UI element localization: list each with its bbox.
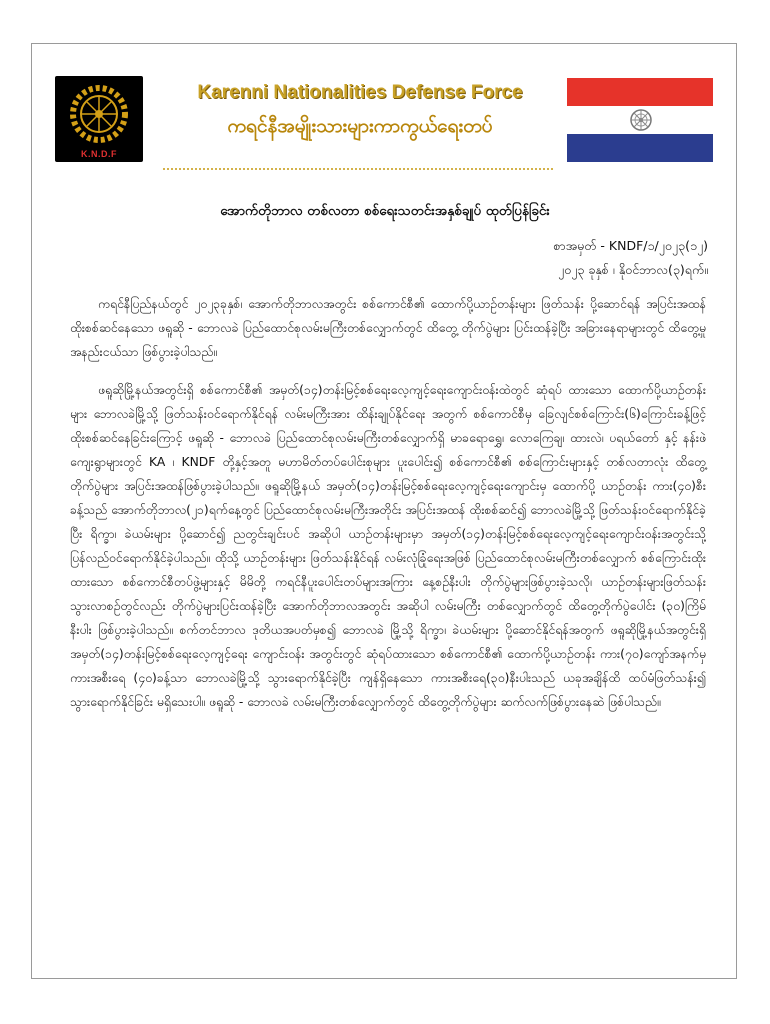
flag-red-stripe (567, 78, 713, 106)
document-body (70, 292, 706, 728)
header-divider (163, 168, 553, 170)
org-name-english: Karenni Nationalities Defense Force (197, 82, 523, 103)
flag-blue-stripe (567, 134, 713, 162)
kndf-logo (55, 76, 143, 162)
paragraph: ကရင်နီပြည်နယ်တွင် ၂၀၂၃ခုနှစ်၊ အောက်တိုဘာလအတွင်း စစ်ကောင်စီ၏ ထောက်ပို့ယာဉ်တန်းများ ဖြတ်သန်း ပို့ဆောင်ရန် အပြင်းအထန်ထိုးစစ်ဆင်နေသော ဖရူဆို - ဘောလခဲ ပြည်ထောင်စုလမ်းမကြီးတစ်လျှောက်တွင် ထိတွေ့ တိုက်ပွဲများ ပြင်းထန်ခဲ့ပြီး အခြားနေရာများတွင် ထိတွေ့မှုအနည်းငယ်သာ ဖြစ်ပွားခဲ့ပါသည်။ (70, 297, 706, 359)
flag-emblem-icon (627, 106, 655, 134)
org-name-burmese: ကရင်နီအမျိုးသားများကာကွယ်ရေးတပ် (227, 115, 493, 137)
document-title: အောက်တိုဘာလ တစ်လတာ စစ်ရေးသတင်းအနှစ်ချုပ် ထုတ်ပြန်ခြင်း (220, 203, 550, 219)
reference-number: စာအမှတ် - KNDF/၁/၂၀၂၃(၁၂) (553, 238, 708, 253)
logo-text: K.N.D.F (81, 149, 117, 159)
document-date: ၂၀၂၃ ခုနှစ် ၊ နိုဝင်ဘာလ(၃)ရက်။ (557, 262, 708, 277)
paragraph: ဖရူဆိုမြို့နယ်အတွင်းရှိ စစ်ကောင်စီ၏ အမှတ်(၁၄)တန်းမြင့်စစ်ရေးလေ့ကျင့်ရေးကျောင်းဝန်းထဲတွင် ဆုံရပ် ထားသော ထောက်ပို့ယာဉ်တန်းများ ဘောလခဲမြို့သို့ ဖြတ်သန်းဝင်ရောက်နိုင်ရန် လမ်းမကြီးအား ထိန်းချုပ်နိုင်ရေး အတွက် စစ်ကောင်စီမှ ခြေလျင်စစ်ကြောင်း(၆)ကြောင်းခန့်ဖြင့် ထိုးစစ်ဆင်နေခြင်းကြောင့် ဖရူဆို - ဘောလခဲ ပြည်ထောင်စုလမ်းမကြီးတစ်လျှောက်ရှိ မာခရောရွှေ၊ လောကြေချ၊ ထားလဲ၊ ပရယ်တော် နှင့် နန်းဖဲကျေးရွာများတွင် KA ၊ KNDF တို့နှင့်အတူ မဟာမိတ်တပ်ပေါင်းစုများ ပူးပေါင်း၍ စစ်ကောင်စီ၏ စစ်ကြောင်းများနှင့် တစ်လတာလုံး ထိတွေ့ တိုက်ပွဲများ အပြင်းအထန်ဖြစ်ပွားခဲ့ပါသည်။ ဖရူဆိုမြို့နယ် အမှတ်(၁၄)တန်းမြင့်စစ်ရေးလေ့ကျင့်ရေးကျောင်းမှ ထောက်ပို့ ယာဉ်တန်း ကား(၄၀)စီးခန့်သည် အောက်တိုဘာလ(၂၁)ရက်နေ့တွင် ပြည်ထောင်စုလမ်းမကြီးအတိုင်း အပြင်းအထန် ထိုးစစ်ဆင်၍ ဘောလခဲမြို့သို့ ဖြတ်သန်းဝင်ရောက်နိုင်ခဲ့ပြီး ရိက္ခာ၊ ခဲယမ်းများ ပို့ဆောင်၍ ညတွင်းချင်းပင် အဆိုပါ ယာဉ်တန်းများမှာ အမှတ်(၁၄)တန်းမြင့်စစ်ရေးလေ့ကျင့်ရေးကျောင်းဝန်းအတွင်းသို့ ပြန်လည်ဝင်ရောက်နိုင်ခဲ့ပါသည်။ ထိုသို့ ယာဉ်တန်းများ ဖြတ်သန်းနိုင်ရန် လမ်းလုံခြုံရေးအဖြစ် ပြည်ထောင်စုလမ်းမကြီးတစ်လျှောက် စစ်ကြောင်းထိုး ထားသော စစ်ကောင်စီတပ်ဖွဲ့များနှင့် မိမိတို့ ကရင်နီပူးပေါင်းတပ်များအကြား နေ့စဉ်နီးပါး တိုက်ပွဲများဖြစ်ပွားခဲ့သလို၊ ယာဉ်တန်းများဖြတ်သန်းသွားလာစဉ်တွင်လည်း တိုက်ပွဲများပြင်းထန်ခဲ့ပြီး အောက်တိုဘာလအတွင်း အဆိုပါ လမ်းမကြီး တစ်လျှောက်တွင် ထိတွေ့တိုက်ပွဲပေါင်း (၃၀)ကြိမ်နီးပါး ဖြစ်ပွားခဲ့ပါသည်။ စက်တင်ဘာလ ဒုတိယအပတ်မှစ၍ ဘောလခဲ မြို့သို့ ရိက္ခာ၊ ခဲယမ်းများ ပို့ဆောင်နိုင်ရန်အတွက် ဖရူဆိုမြို့နယ်အတွင်းရှိ အမှတ်(၁၄)တန်းမြင့်စစ်ရေးလေ့ကျင့်ရေး ကျောင်းဝန်း အတွင်းတွင် ဆုံရပ်ထားသော စစ်ကောင်စီ၏ ထောက်ပို့ယာဉ်တန်း ကား(၇၀)ကျော်အနက်မှ ကားအစီးရေ (၄၀)ခန့်သာ ဘောလခဲမြို့သို့ သွားရောက်နိုင်ခဲ့ပြီး ကျန်ရှိနေသော ကားအစီးရေ(၃၀)နီးပါးသည် ယခုအချိန်ထိ ထပ်မံဖြတ်သန်း၍ သွားရောက်နိုင်ခြင်း မရှိသေးပါ။ ဖရူဆို - ဘောလခဲ လမ်းမကြီးတစ်လျှောက်တွင် ထိတွေ့တိုက်ပွဲများ ဆက်လက်ဖြစ်ပွားနေဆဲ ဖြစ်ပါသည်။ (70, 383, 706, 709)
karenni-flag (567, 78, 713, 162)
